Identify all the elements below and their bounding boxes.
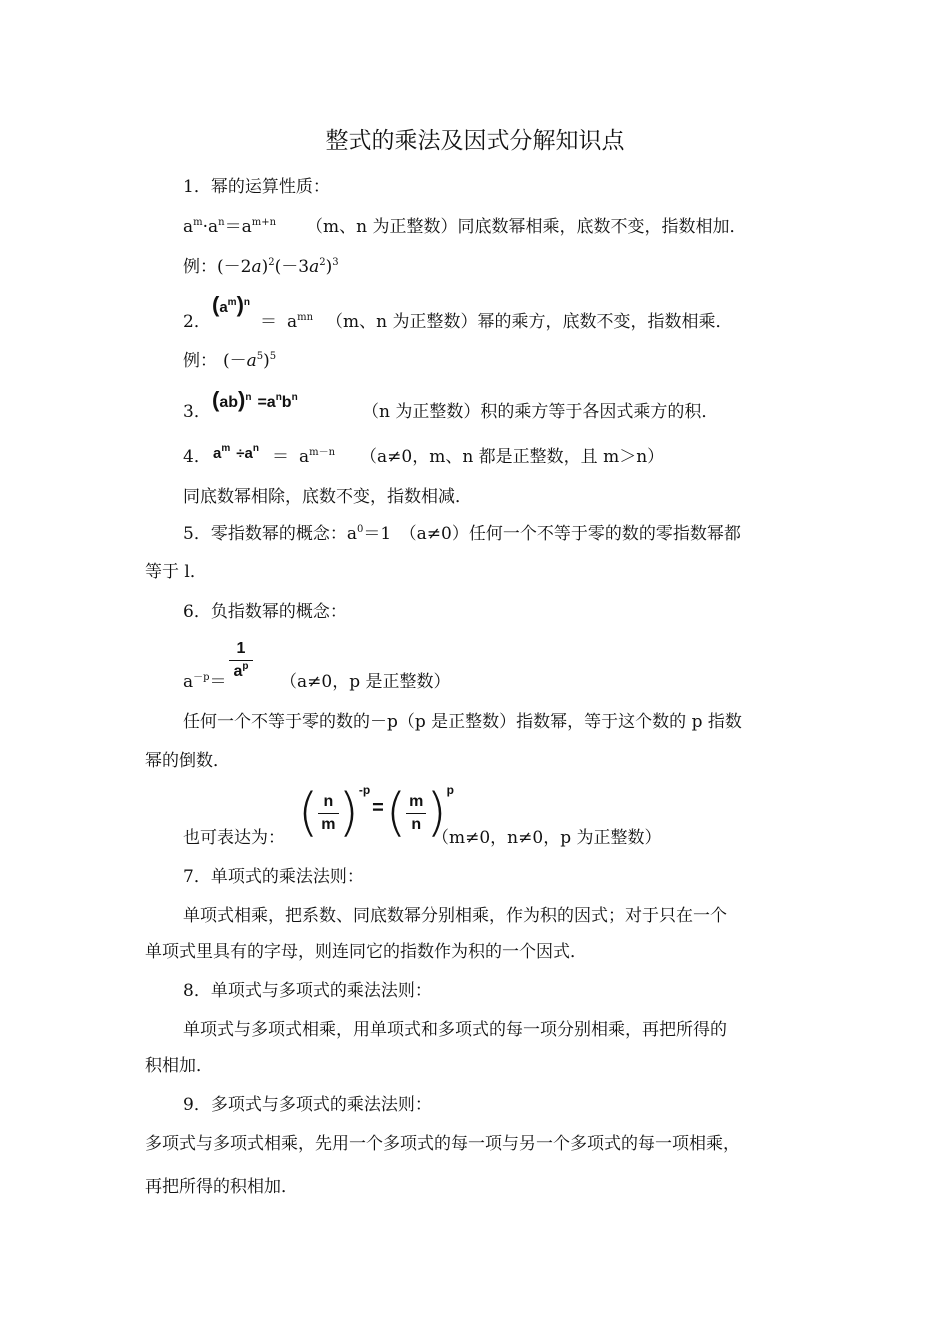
section-8-text-2: 积相加． (145, 1056, 213, 1076)
section-9-text-1: 多项式与多项式相乘，先用一个多项式的每一项与另一个多项式的每一项相乘， (145, 1134, 740, 1154)
section-4-text: 同底数幂相除，底数不变，指数相减． (183, 487, 472, 507)
section-2-result: ＝ $a^{mn}$ (260, 312, 314, 332)
section-6-text-1: 任何一个不等于零的数的－p（p 是正整数）指数幂，等于这个数的 p 指数 (183, 712, 742, 732)
section-6-fraction: 1 $a^p$ (229, 638, 253, 683)
section-7-text-1: 单项式相乘，把系数、同底数幂分别相乘，作为积的因式；对于只在一个 (183, 906, 727, 926)
section-6-reciprocal-formula: ( $\frac{n}{m}$ )$^{-p}$=( $\frac{m}{n}$ )$^p$ (298, 782, 455, 843)
section-6-formula-lhs: $a^{-p}=$ (183, 672, 227, 692)
section-8-heading: 8．单项式与多项式的乘法法则： (183, 981, 432, 1001)
section-6-heading: 6．负指数幂的概念： (183, 602, 347, 622)
section-9-text-2: 再把所得的积相加． (145, 1177, 298, 1197)
section-6-also-label: 也可表达为： (183, 828, 285, 848)
section-5-line-1: 5．零指数幂的概念：$a^0=1$ （a≠0）任何一个不等于零的数的零指数幂都 (183, 524, 741, 544)
section-1-example: 例：$(-2a)^2(-3a^2)^3$ (183, 257, 339, 277)
section-4-number: 4． (183, 447, 211, 467)
section-2-description: （m、n 为正整数）幂的乘方，底数不变，指数相乘． (326, 312, 733, 332)
section-3-description: （n 为正整数）积的乘方等于各因式乘方的积． (362, 402, 719, 422)
section-8-text-1: 单项式与多项式相乘，用单项式和多项式的每一项分别相乘，再把所得的 (183, 1020, 727, 1040)
section-4-result: ＝ $a^{m-n}$ (272, 447, 336, 467)
section-1-formula: $a^m\cdot a^n=a^{m+n}$ (183, 217, 277, 237)
section-1-description: （m、n 为正整数）同底数幂相乘，底数不变，指数相加． (306, 217, 747, 237)
section-9-heading: 9．多项式与多项式的乘法法则： (183, 1095, 432, 1115)
page-title: 整式的乘法及因式分解知识点 (325, 128, 625, 154)
section-7-text-2: 单项式里具有的字母，则连同它的指数作为积的一个因式． (145, 942, 587, 962)
section-6-condition: （a≠0，p 是正整数） (280, 672, 451, 692)
section-4-condition: （a≠0，m、n 都是正整数，且 m＞n） (360, 447, 665, 467)
section-6-reciprocal-condition: （m≠0，n≠0，p 为正整数） (432, 828, 662, 848)
section-6-text-2: 幂的倒数． (145, 751, 230, 771)
section-2-power-formula: $(a^m)^n$ (212, 292, 251, 317)
section-7-heading: 7．单项式的乘法法则： (183, 867, 364, 887)
section-2-number: 2． (183, 312, 211, 332)
section-3-formula: $(ab)^n =a^nb^n$ (212, 387, 298, 412)
section-5-line-2: 等于 l． (145, 562, 207, 582)
section-1-heading: 1．幂的运算性质： (183, 177, 330, 197)
section-3-number: 3． (183, 402, 211, 422)
section-4-division: $a^m \div a^n$ (213, 443, 259, 462)
section-2-example: 例： $(-a^5)^5$ (183, 351, 277, 371)
